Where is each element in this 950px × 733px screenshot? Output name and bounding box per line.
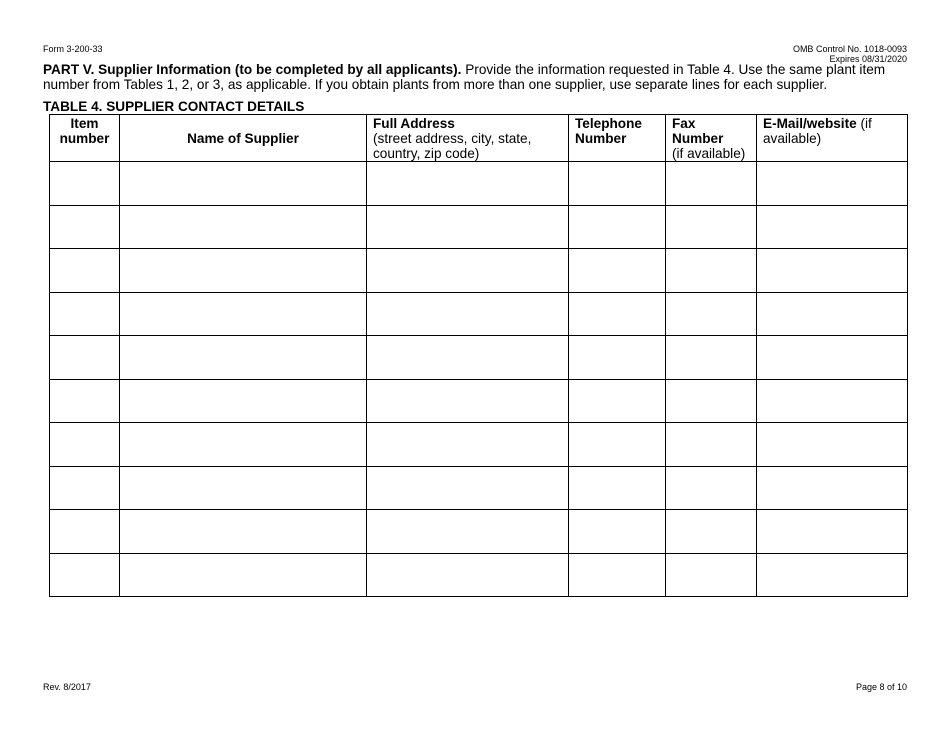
cell-full-address[interactable] (367, 466, 569, 510)
cell-supplier-name[interactable] (120, 423, 367, 467)
table-row (50, 292, 908, 336)
expiration-date: Expires 08/31/2020 (829, 54, 907, 64)
table-row (50, 205, 908, 249)
cell-fax[interactable] (666, 553, 757, 597)
cell-full-address[interactable] (367, 553, 569, 597)
cell-full-address[interactable] (367, 336, 569, 380)
part-v-heading: PART V. Supplier Information (to be completed by all applicants). (43, 62, 462, 77)
cell-item-number[interactable] (50, 553, 120, 597)
cell-full-address[interactable] (367, 205, 569, 249)
cell-fax[interactable] (666, 336, 757, 380)
part-v-instructions (43, 62, 913, 92)
cell-fax[interactable] (666, 205, 757, 249)
cell-telephone[interactable] (569, 249, 666, 293)
cell-fax[interactable] (666, 292, 757, 336)
cell-email-website[interactable] (757, 423, 908, 467)
cell-supplier-name[interactable] (120, 510, 367, 554)
cell-email-website[interactable] (757, 249, 908, 293)
cell-email-website[interactable] (757, 292, 908, 336)
cell-full-address[interactable] (367, 292, 569, 336)
cell-full-address[interactable] (367, 423, 569, 467)
table-row (50, 423, 908, 467)
cell-email-website[interactable] (757, 162, 908, 206)
cell-telephone[interactable] (569, 423, 666, 467)
col-fax: Fax Number (if available) (666, 115, 757, 162)
cell-telephone[interactable] (569, 466, 666, 510)
cell-email-website[interactable] (757, 205, 908, 249)
cell-full-address[interactable] (367, 510, 569, 554)
table-row (50, 510, 908, 554)
omb-control-block (793, 44, 907, 64)
cell-fax[interactable] (666, 510, 757, 554)
cell-item-number[interactable] (50, 292, 120, 336)
cell-telephone[interactable] (569, 205, 666, 249)
col-supplier-name: Name of Supplier (120, 115, 367, 162)
table-row (50, 162, 908, 206)
cell-item-number[interactable] (50, 510, 120, 554)
supplier-contact-table (49, 114, 908, 597)
cell-fax[interactable] (666, 162, 757, 206)
cell-email-website[interactable] (757, 553, 908, 597)
table-row (50, 249, 908, 293)
cell-item-number[interactable] (50, 466, 120, 510)
table-row (50, 466, 908, 510)
revision-date: Rev. 8/2017 (43, 682, 91, 692)
cell-email-website[interactable] (757, 510, 908, 554)
cell-supplier-name[interactable] (120, 336, 367, 380)
cell-item-number[interactable] (50, 379, 120, 423)
cell-supplier-name[interactable] (120, 553, 367, 597)
cell-full-address[interactable] (367, 162, 569, 206)
cell-supplier-name[interactable] (120, 249, 367, 293)
part-v-text: Provide the information requested in Table 4. Use the same plant item number from Tables 1, 2, or 3, as applicable. If you obtain plants from more than one supplier, use separate lines for each supplier. (43, 62, 886, 92)
cell-full-address[interactable] (367, 249, 569, 293)
table-header-row (50, 115, 908, 162)
cell-supplier-name[interactable] (120, 466, 367, 510)
omb-control-number: OMB Control No. 1018-0093 (792, 44, 907, 54)
cell-supplier-name[interactable] (120, 162, 367, 206)
cell-item-number[interactable] (50, 205, 120, 249)
cell-email-website[interactable] (757, 336, 908, 380)
col-email-website: E-Mail/website (if available) (757, 115, 908, 162)
cell-item-number[interactable] (50, 249, 120, 293)
cell-item-number[interactable] (50, 336, 120, 380)
cell-telephone[interactable] (569, 510, 666, 554)
cell-telephone[interactable] (569, 292, 666, 336)
col-full-address: Full Address (street address, city, state, country, zip code) (367, 115, 569, 162)
cell-fax[interactable] (666, 379, 757, 423)
cell-full-address[interactable] (367, 379, 569, 423)
col-telephone: Telephone Number (569, 115, 666, 162)
cell-fax[interactable] (666, 466, 757, 510)
cell-item-number[interactable] (50, 162, 120, 206)
cell-email-website[interactable] (757, 466, 908, 510)
table-row (50, 379, 908, 423)
cell-email-website[interactable] (757, 379, 908, 423)
table-title: TABLE 4. SUPPLIER CONTACT DETAILS (43, 99, 305, 114)
cell-item-number[interactable] (50, 423, 120, 467)
col-item-number: Item number (50, 115, 120, 162)
table-row (50, 553, 908, 597)
cell-telephone[interactable] (569, 379, 666, 423)
cell-telephone[interactable] (569, 553, 666, 597)
form-number: Form 3-200-33 (43, 44, 103, 54)
cell-telephone[interactable] (569, 162, 666, 206)
cell-supplier-name[interactable] (120, 205, 367, 249)
cell-fax[interactable] (666, 423, 757, 467)
cell-supplier-name[interactable] (120, 379, 367, 423)
cell-supplier-name[interactable] (120, 292, 367, 336)
page-number: Page 8 of 10 (855, 682, 907, 692)
cell-fax[interactable] (666, 249, 757, 293)
cell-telephone[interactable] (569, 336, 666, 380)
table-row (50, 336, 908, 380)
